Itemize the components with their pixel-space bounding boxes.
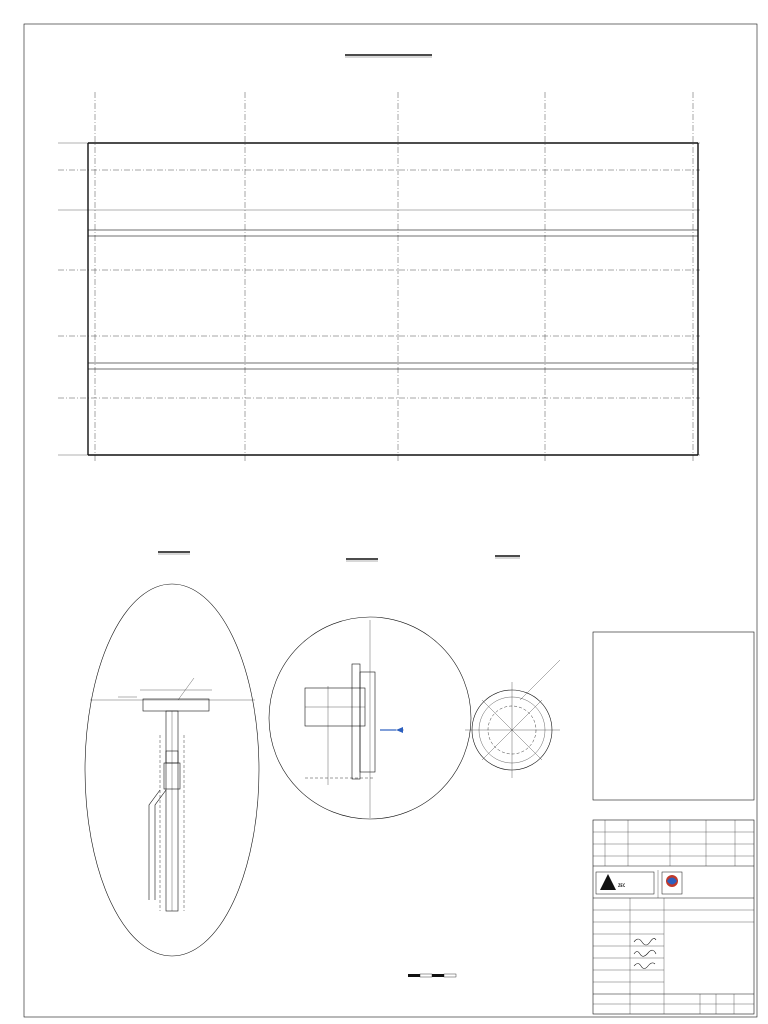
- detail-p: [85, 552, 259, 956]
- material-list: [593, 632, 754, 800]
- level-lines: [58, 143, 700, 455]
- title-block: [593, 820, 754, 1014]
- sheet-frame: [24, 24, 757, 1017]
- key-plan: [58, 55, 700, 462]
- detail-z: [269, 559, 471, 819]
- logo-mark: ZEC: [618, 883, 626, 888]
- scale-bar: [408, 974, 456, 977]
- view-l: [465, 556, 560, 778]
